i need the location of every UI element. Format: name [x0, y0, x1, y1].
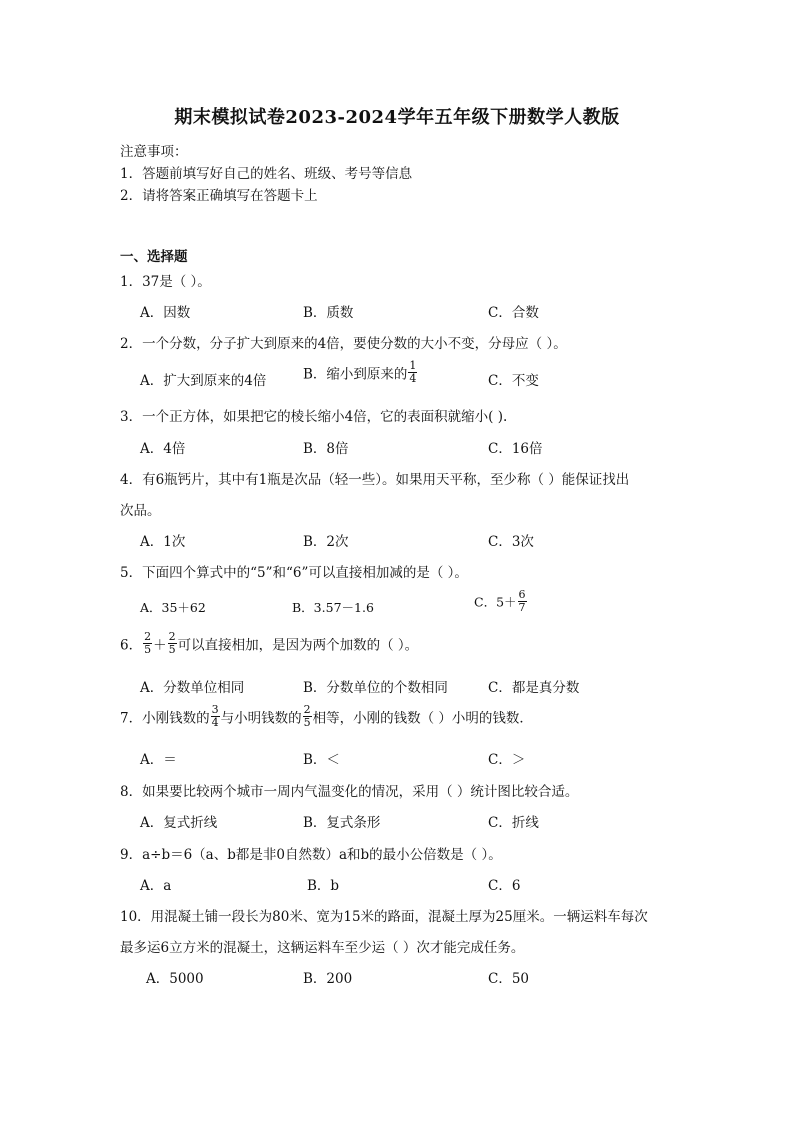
fraction: $\frac{3}{4}$ — [211, 703, 219, 729]
page-title: 期末模拟试卷2023-2024学年五年级下册数学人教版 — [174, 107, 620, 128]
question-5: 5．下面四个算式中的“5”和“6”可以直接相加减的是（ ）。 — [120, 565, 468, 581]
q4-option-c: C．3次 — [488, 534, 534, 550]
q7-text-c: 相等，小刚的钱数（ ）小明的钱数． — [312, 710, 533, 727]
q8-option-a: A．复式折线 — [140, 815, 218, 831]
q6-suffix: 可以直接相加，是因为两个加数的（ ）。 — [177, 637, 419, 654]
q7-option-b: B．＜ — [303, 752, 340, 768]
notice-item-2: 2．请将答案正确填写在答题卡上 — [120, 188, 318, 204]
fraction: $\frac{2}{5}$ — [144, 630, 152, 656]
notice-heading: 注意事项： — [120, 144, 188, 160]
question-6 — [120, 631, 418, 656]
question-10-cont: 最多运6立方米的混凝土，这辆运料车至少运（ ）次才能完成任务。 — [120, 940, 525, 956]
notice-item-1: 1．答题前填写好自己的姓名、班级、考号等信息 — [120, 166, 413, 182]
q3-option-c: C．16倍 — [488, 441, 543, 457]
question-2: 2．一个分数，分子扩大到原来的4倍，要使分数的大小不变，分母应（ ）。 — [120, 336, 567, 352]
q6-prefix: 6． — [120, 637, 143, 654]
plus-sign: ＋ — [153, 637, 167, 654]
fraction: $\frac{1}{4}$ — [409, 359, 417, 385]
question-4-cont: 次品。 — [120, 503, 161, 519]
q4-option-b: B．2次 — [303, 534, 349, 550]
q1-option-c: C．合数 — [488, 305, 539, 321]
question-3: 3．一个正方体，如果把它的棱长缩小4倍，它的表面积就缩小( ). — [120, 409, 508, 425]
fraction: $\frac{2}{5}$ — [168, 630, 176, 656]
q10-option-a: A．5000 — [146, 971, 204, 987]
q2-option-a: A．扩大到原来的4倍 — [140, 373, 267, 389]
question-10: 10．用混凝土铺一段长为80米、宽为15米的路面，混凝土厚为25厘米。一辆运料车每次 — [120, 909, 648, 925]
q8-option-b: B．复式条形 — [303, 815, 381, 831]
section-heading: 一、选择题 — [120, 249, 188, 265]
question-9: 9．a÷b＝6（a、b都是非0自然数）a和b的最小公倍数是（ ）。 — [120, 847, 502, 863]
q3-option-b: B．8倍 — [303, 441, 349, 457]
q5-option-c-text: C．5＋ — [474, 594, 517, 610]
q1-option-b: B．质数 — [303, 305, 354, 321]
q10-option-b: B．200 — [303, 971, 353, 987]
q6-option-b: B．分数单位的个数相同 — [303, 680, 448, 696]
q5-option-a: A．35＋62 — [140, 600, 206, 615]
q7-option-c: C．＞ — [488, 752, 526, 768]
question-4: 4．有6瓶钙片，其中有1瓶是次品（轻一些）。如果用天平称，至少称（ ）能保证找出 — [120, 472, 630, 488]
q2-option-c: C．不变 — [488, 373, 539, 389]
fraction: $\frac{6}{7}$ — [518, 588, 526, 614]
q9-option-a: A．a — [140, 878, 172, 894]
q9-option-c: C．6 — [488, 878, 521, 894]
question-8: 8．如果要比较两个城市一周内气温变化的情况，采用（ ）统计图比较合适。 — [120, 784, 579, 800]
q7-text-a: 7．小刚钱数的 — [120, 710, 210, 727]
q2-option-b-text: B．缩小到原来的 — [303, 366, 408, 383]
q3-option-a: A．4倍 — [140, 441, 186, 457]
q6-option-a: A．分数单位相同 — [140, 680, 245, 696]
q2-option-b — [303, 360, 418, 385]
q9-option-b: B．b — [307, 878, 340, 894]
q4-option-a: A．1次 — [140, 534, 186, 550]
q10-option-c: C．50 — [488, 971, 530, 987]
q5-option-b: B．3.57－1.6 — [292, 600, 374, 615]
q7-text-b: 与小明钱数的 — [220, 710, 302, 727]
q5-option-c — [474, 589, 528, 614]
fraction: $\frac{2}{5}$ — [303, 703, 311, 729]
question-7 — [120, 704, 533, 729]
q1-option-a: A．因数 — [140, 305, 191, 321]
q6-option-c: C．都是真分数 — [488, 680, 580, 696]
q8-option-c: C．折线 — [488, 815, 539, 831]
q7-option-a: A．＝ — [140, 752, 177, 768]
question-1: 1．37是（ ）。 — [120, 274, 211, 290]
